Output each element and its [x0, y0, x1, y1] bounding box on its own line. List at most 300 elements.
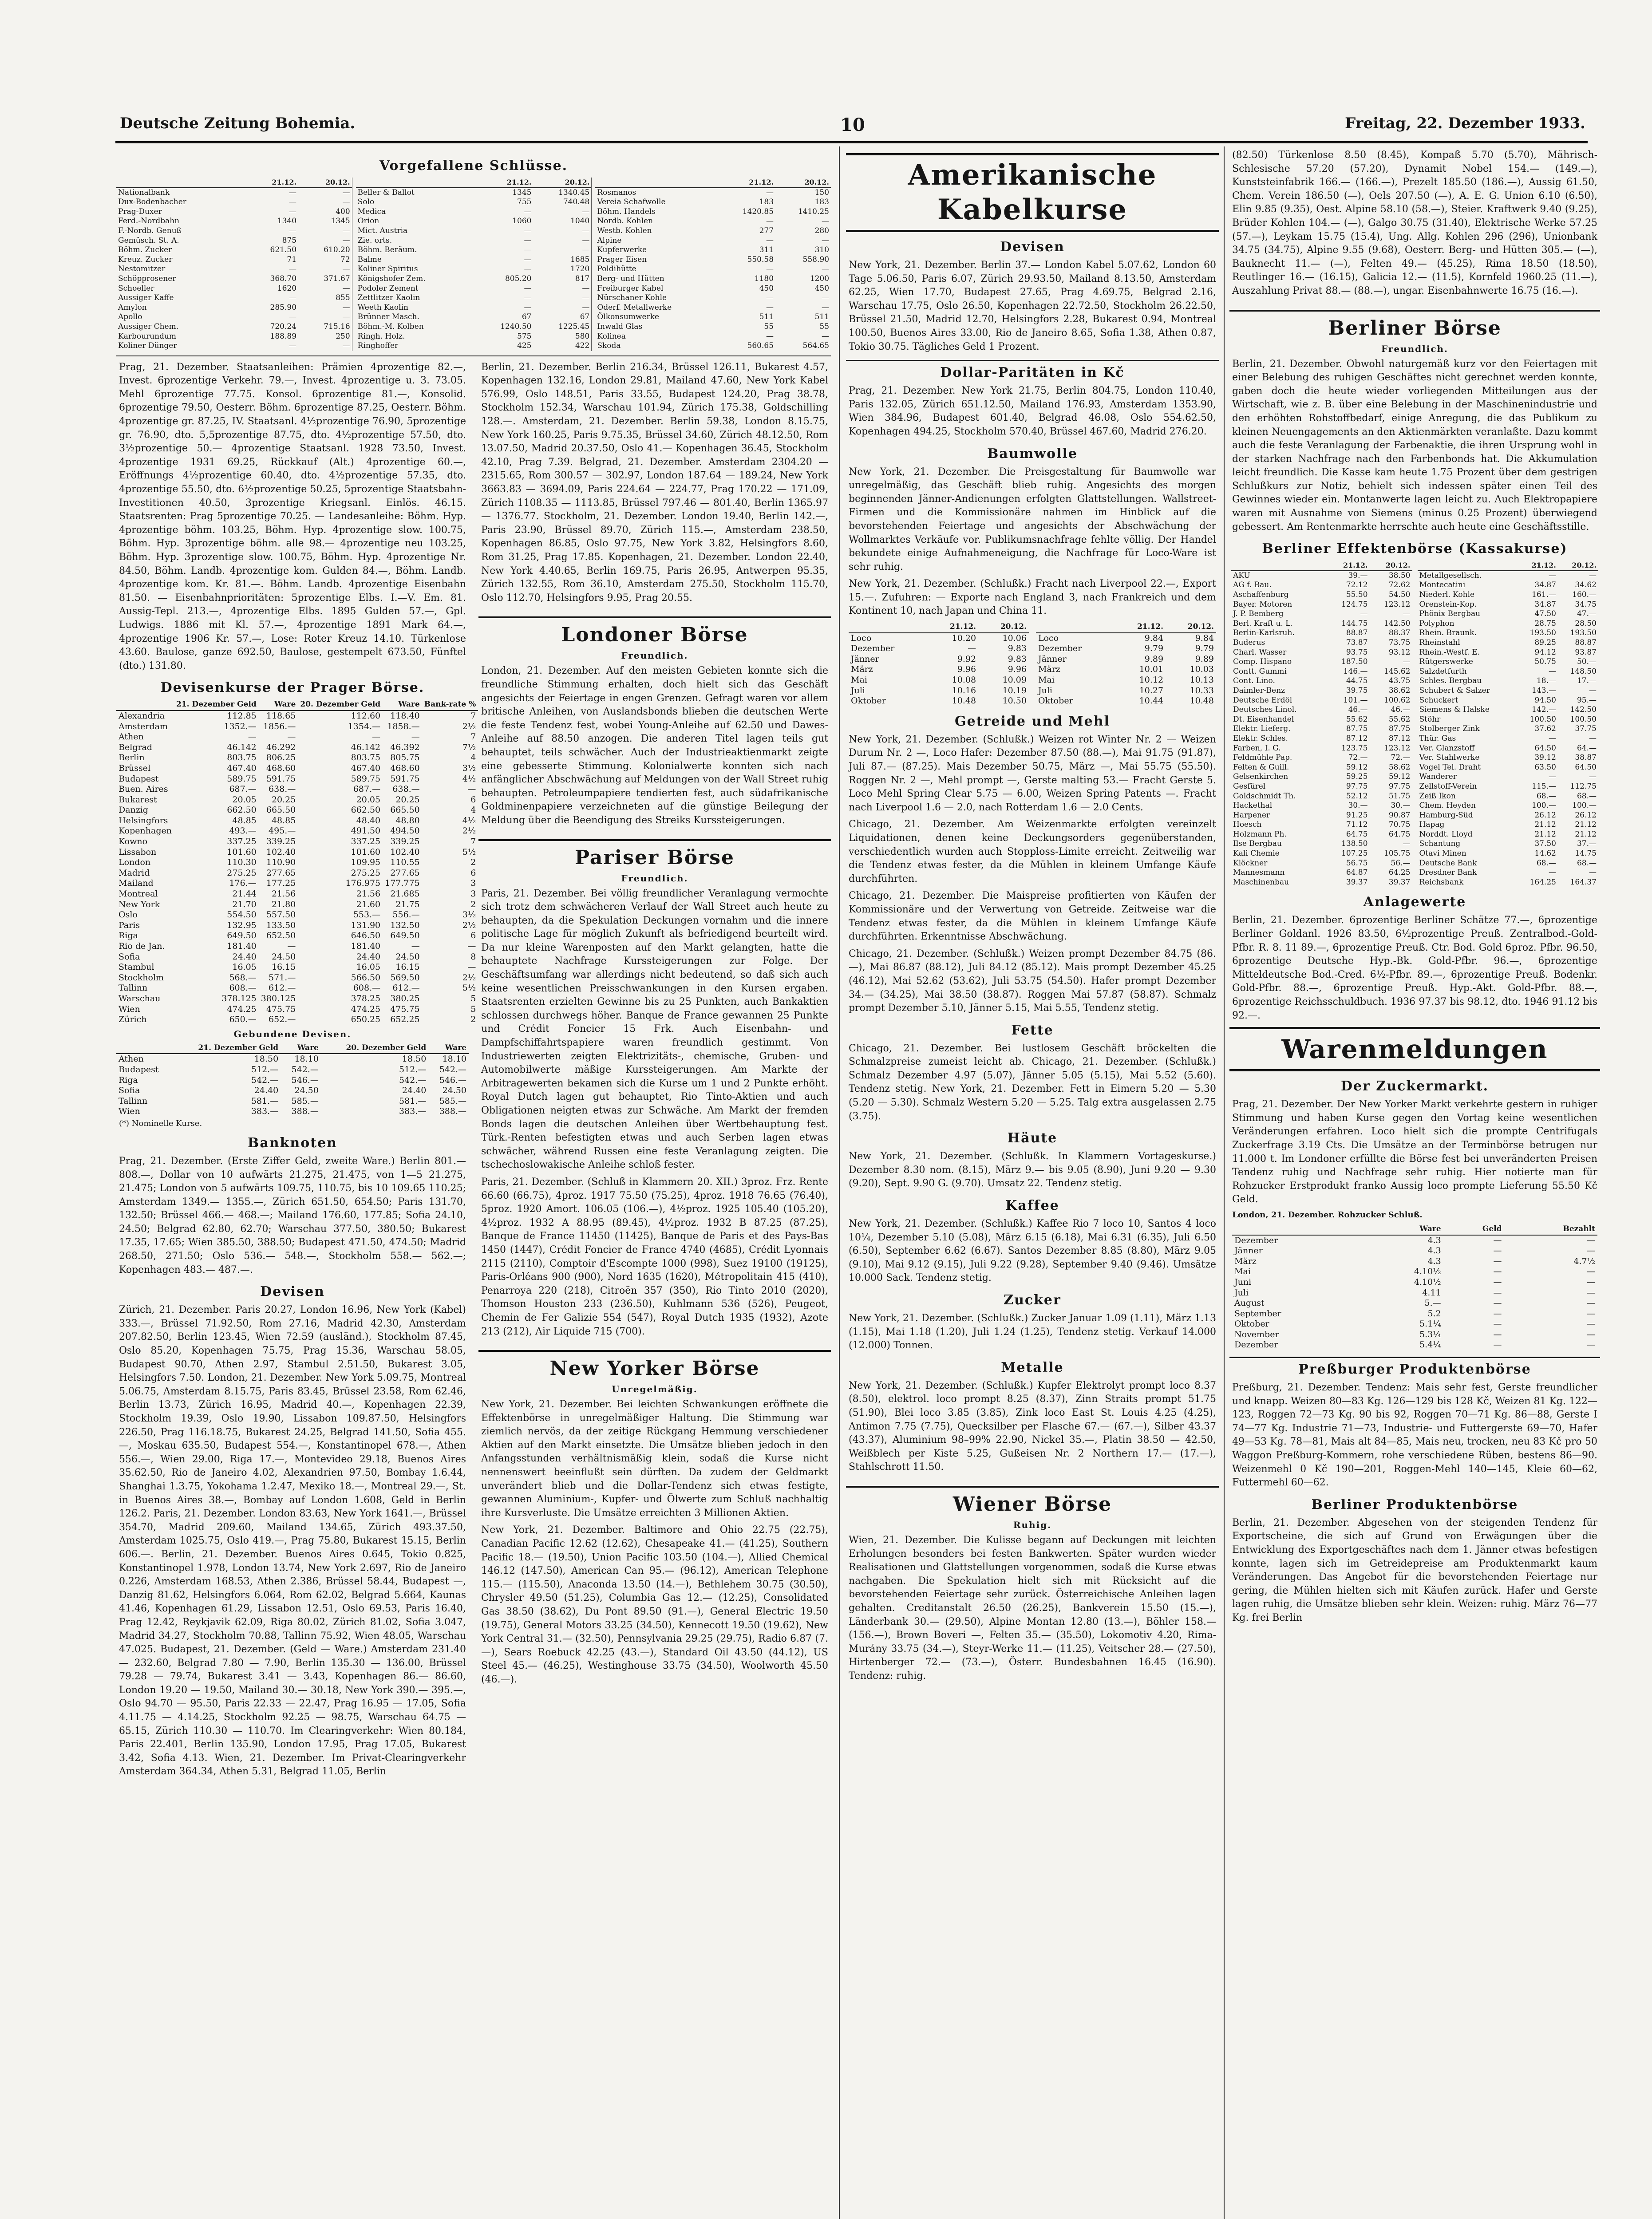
row-value: 123.12: [1384, 743, 1411, 753]
row-value: 161.—: [1532, 590, 1556, 600]
column-header: [849, 622, 928, 633]
row-value: 571.—: [269, 972, 296, 983]
row-value: —: [287, 732, 296, 742]
row-value: 383.—: [399, 1106, 427, 1117]
row-label: Balme: [357, 255, 382, 264]
row-value: 142.50: [1384, 619, 1411, 628]
section-heading-boerse: Vorgefallene Schlüsse.: [379, 158, 568, 174]
cotton-report: New York, 21. Dezember. Die Preisgestaltung für Baumwolle war unregelmäßig, das Geschäft blieb ruhig. Angesichts des morgen beginnenden Jänner-Andienungen erfolgten Glattstellungen. Wallstreet-Firmen und die Kommissionäre nahmen im Hinblick auf die bevorstehenden Feiertage und angesichts der Abschwächung der Wollmarktes Verkäufe vor. Publikumsnachfrage fehlte völlig. Der Handel bekundete einige Aufnahmeneigung, die Nachfrage für Loco-Ware ist sehr ruhig.: [849, 466, 1216, 573]
row-value: 118.40: [390, 711, 420, 721]
grain-report-newyork: New York, 21. Dezember. (Schlußk.) Weizen rot Winter Nr. 2 — Weizen Durum Nr. 2 —, Loco Hafer: Dezember 87.50 (88.—), Mai 91.75 (91.87), Juli 87.— (87.25). Mais Dezember 50.75, März —, Mai 55.75 (55.50). Roggen Nr. 2 —, Mehl prompt —, Gerste malting 53.— Fracht Gerste 5. Loco Mehl Spring Clear 5.75 — 6.00, Weizen Spring Patents —. Fracht nach Liverpool 1.6 — 2.0, nach Rotterdam 1.6 — 2.0 Cents.: [849, 734, 1216, 813]
row-value: 2: [470, 899, 476, 909]
table-row: [116, 341, 352, 351]
row-value: —: [1493, 1256, 1502, 1266]
row-value: —: [524, 245, 532, 255]
row-value: 71: [287, 255, 297, 264]
table-row: [116, 868, 478, 879]
table-row: [1418, 609, 1599, 619]
table-row: [595, 226, 831, 236]
section-heading-paris: Pariser Börse: [478, 839, 831, 870]
metals-heading: Metalle: [1001, 1359, 1064, 1375]
row-label: Mai: [1038, 675, 1055, 685]
column-header: Bank-rate %: [422, 699, 478, 711]
row-value: —: [1549, 772, 1556, 782]
table-row: [356, 312, 592, 322]
row-value: —: [289, 197, 297, 207]
row-value: 491.50: [351, 826, 381, 836]
row-value: —: [342, 226, 350, 235]
row-value: 148.50: [1570, 667, 1597, 676]
row-label: Cont. Lino.: [1233, 676, 1275, 686]
row-label: März: [1038, 664, 1060, 675]
row-value: 16.05: [356, 962, 381, 972]
anlagewerte-heading: Anlagewerte: [1363, 894, 1466, 910]
row-value: 1856.—: [263, 721, 296, 731]
table-row: [116, 920, 478, 931]
table-row: [1231, 619, 1412, 629]
row-value: —: [524, 236, 532, 245]
row-label: AKU: [1233, 571, 1250, 580]
row-value: 10.48: [952, 696, 976, 706]
section-heading-warenmeldungen: Warenmeldungen: [1229, 1027, 1600, 1071]
row-label: AG f. Bau.: [1233, 580, 1272, 590]
row-value: 575: [517, 332, 532, 341]
row-value: 21.60: [356, 899, 381, 909]
row-value: 21.80: [271, 899, 296, 909]
column-right: [1229, 149, 1600, 2219]
table-row: [116, 805, 478, 816]
row-label: Kolinea: [597, 332, 626, 341]
row-value: 46.—: [1348, 705, 1368, 715]
table-row: [356, 322, 592, 332]
row-label: Stöhr: [1419, 715, 1441, 724]
row-value: 177.775: [385, 878, 420, 888]
row-value: 855: [336, 293, 350, 303]
table-row: [116, 217, 352, 226]
row-label: Kopenhagen: [119, 826, 172, 836]
table-row: [595, 284, 831, 294]
row-label: Deutsches Linol.: [1233, 705, 1297, 715]
row-value: 34.75: [1575, 600, 1597, 609]
table-row: [1231, 753, 1412, 763]
column-header: 21. Dezember Geld: [174, 699, 259, 711]
table-row: [1231, 686, 1412, 696]
row-value: —: [1589, 571, 1597, 580]
table-row: [356, 293, 592, 303]
table-row: [116, 1065, 469, 1075]
column-header: Ware: [1363, 1224, 1443, 1235]
row-value: 474.25: [351, 1004, 381, 1014]
row-value: 90.87: [1388, 810, 1411, 820]
table-row: [1418, 657, 1599, 667]
berlin-tendency: Freundlich.: [1381, 343, 1449, 354]
row-value: —: [467, 941, 476, 951]
row-label: Zie. orts.: [357, 236, 392, 245]
cotton-heading: Baumwolle: [987, 446, 1078, 462]
column-header: 21.12.: [1518, 561, 1558, 571]
row-value: 105.75: [1384, 849, 1411, 858]
row-value: 652.50: [266, 931, 296, 941]
table-row: [1036, 664, 1216, 675]
table-row: [1232, 1340, 1597, 1350]
row-value: —: [411, 732, 420, 742]
row-value: 143.—: [1532, 686, 1556, 695]
coffee-report: New York, 21. Dezember. (Schlußk.) Kaffee Rio 7 loco 10, Santos 4 loco 10¼, Dezember 5.10 (5.08), März 6.15 (6.18), Mai 6.31 (6.35), Juli 6.50 (6.50), September 6.62 (6.67). Santos Dezember 8.85 (8.80), März 9.05 (9.10), Mai 9.12 (9.15), Juli 9.22 (9.28), September 9.40 (9.46). Umsätze 10.000 Sack. Tendenz stetig.: [849, 1218, 1216, 1284]
row-value: 100.62: [1384, 695, 1411, 705]
grain-heading: Getreide und Mehl: [955, 713, 1110, 729]
table-row: [1418, 686, 1599, 696]
row-value: 37.—: [1577, 839, 1597, 849]
row-value: 160.—: [1572, 590, 1597, 600]
row-value: —: [822, 236, 830, 245]
row-value: 68.—: [1536, 791, 1556, 801]
row-value: 9.83: [1008, 654, 1027, 664]
table-row: [1231, 820, 1412, 830]
row-value: 118.65: [266, 711, 296, 721]
row-value: 46.142: [351, 742, 381, 752]
fats-heading: Fette: [1011, 1022, 1054, 1038]
row-label: Paris: [119, 920, 140, 930]
table-row: [1418, 859, 1599, 869]
row-label: November: [1234, 1329, 1279, 1339]
row-label: Beller & Ballot: [357, 188, 415, 197]
row-value: 34.62: [1575, 580, 1597, 590]
table-row: [595, 312, 831, 322]
anlagewerte-report: Berlin, 21. Dezember. 6prozentige Berliner Schätze 77.—, 6prozentige Berliner Goldanl. 1926 83.50, 6½prozentige Preuß. Zentralbod.-Gold-Pfbr. R. 8. 11 89.—, 6prozentige Preuß. Ctr. Bod. Gold 6proz. Pfbr. 96.50, 6prozentige Deutsche Hyp.-Bk. Gold-Pfbr. 96.—, 6prozentige Mitteldeutsche Bod.-Cred. 6½-Pfbr. 89.—, 6prozentige Preuß. Bodenkr. Gold-Pfbr. 88.—, 6prozentige Preuß. Hyp.-Akt. Gold-Pfbr. 88.—, 6prozentige Reichsschuldbuch. 1936 97.37 bis 98.12, dto. 1946 91.12 bis 92.—.: [1232, 915, 1597, 1021]
row-label: Maschinenbau: [1233, 877, 1289, 887]
column-header: Ware: [383, 699, 422, 711]
row-value: —: [372, 732, 381, 742]
row-value: 388.—: [291, 1106, 319, 1117]
row-value: 67: [580, 312, 590, 322]
section-heading-wien: Wiener Börse: [846, 1486, 1219, 1517]
row-label: Rheinstahl: [1419, 638, 1460, 647]
row-value: 64.50: [1534, 743, 1556, 753]
row-label: Alexandria: [119, 711, 165, 721]
row-value: 805.20: [505, 274, 532, 283]
row-value: 28.50: [1575, 619, 1597, 628]
row-value: 9.79: [1144, 644, 1164, 654]
row-value: —: [766, 303, 774, 312]
row-value: 550.58: [747, 255, 774, 264]
row-label: Elektr. Schles.: [1233, 734, 1288, 743]
row-value: 26.12: [1575, 810, 1597, 820]
row-value: —: [1493, 1267, 1502, 1277]
row-value: 9.84: [1195, 633, 1214, 643]
row-value: —: [1493, 1308, 1502, 1319]
row-value: —: [1587, 1329, 1595, 1339]
row-value: 1685: [570, 255, 590, 264]
row-value: 24.50: [271, 952, 296, 962]
row-value: —: [822, 332, 830, 341]
row-value: 450: [759, 284, 774, 293]
row-value: 94.12: [1534, 648, 1556, 657]
row-value: 59.12: [1388, 772, 1411, 782]
row-value: 875: [282, 236, 297, 245]
row-label: Gemüsch. St. A.: [118, 236, 179, 245]
row-value: 46.—: [1391, 705, 1411, 715]
row-label: Sofia: [119, 1086, 140, 1096]
row-label: Wien: [119, 1106, 140, 1117]
table-row: [1231, 849, 1412, 859]
table-row: [1231, 878, 1412, 888]
row-value: 47.50: [1534, 609, 1556, 619]
row-value: 339.25: [266, 837, 296, 847]
row-value: 277.65: [266, 868, 296, 878]
nominal-note: (*) Nominelle Kurse.: [119, 1118, 202, 1128]
row-label: Böhm. Zucker: [118, 245, 172, 255]
row-value: 21.56: [271, 889, 296, 899]
row-value: 610.20: [324, 245, 350, 255]
row-value: 9.84: [1144, 633, 1164, 643]
table-row: [1231, 859, 1412, 869]
row-value: —: [1587, 1319, 1595, 1329]
row-label: Juli: [1234, 1287, 1249, 1298]
row-label: Feldmühle Pap.: [1233, 753, 1292, 762]
row-value: 10.33: [1190, 685, 1214, 695]
row-label: Stambul: [119, 962, 154, 972]
row-value: —: [524, 284, 532, 293]
row-value: 4.3: [1427, 1256, 1441, 1266]
row-label: Schuckert: [1419, 695, 1458, 705]
row-value: 650.—: [229, 1015, 257, 1025]
column-header: 20.12.: [978, 622, 1029, 633]
row-value: 494.50: [390, 826, 420, 836]
row-value: 72.12: [1346, 580, 1368, 590]
row-value: —: [1403, 657, 1411, 667]
row-value: 1354.—: [348, 721, 381, 731]
table-row: [116, 889, 478, 900]
row-label: Oktober: [1234, 1319, 1269, 1329]
row-label: Hoesch: [1233, 820, 1262, 829]
banknoten-report: Prag, 21. Dezember. (Erste Ziffer Geld, zweite Ware.) Berlin 801.— 808.—, Dollar von 10 aufwärts 21.275, 21.475, von 1—5 21.275, 21.475; London von 5 aufwärts 109.75, 110.75, bis 10 109.65 110.25; Amsterdam 1349.— 1355.—, Zürich 651.50, 654.50; Paris 131.70, 132.50; Brüssel 466.— 468.—; Mailand 176.60, 177.85; Sofia 24.10, 24.50; Belgrad 62.80, 62.70; Warschau 377.50, 380.50; Bukarest 17.35, 17.65; Wien 385.50, 388.50; Budapest 471.50, 474.50; Madrid 268.50, 271.50; Oslo 536.— 548.—, Stockholm 558.— 562.—; Kopenhagen 483.— 487.—.: [119, 1155, 466, 1275]
row-value: 591.75: [266, 774, 296, 784]
row-value: 55.50: [1346, 590, 1368, 600]
row-value: 20.25: [271, 794, 296, 805]
row-value: 542.—: [399, 1075, 427, 1085]
row-value: 1040: [570, 217, 590, 226]
row-value: 10.08: [952, 675, 976, 685]
row-label: Hackethal: [1233, 801, 1273, 810]
table-row: [1036, 633, 1216, 644]
row-label: Berlin: [119, 753, 145, 763]
table-row: [1418, 724, 1599, 734]
column-middle: [846, 149, 1219, 2219]
row-value: 55.62: [1388, 715, 1411, 724]
column-header: [116, 1043, 173, 1054]
row-value: 133.50: [266, 920, 296, 930]
table-row: [1231, 763, 1412, 773]
table-row: [595, 265, 831, 274]
row-value: 8: [470, 952, 476, 962]
row-value: 542.—: [251, 1075, 279, 1085]
row-label: Koliner Spiritus: [357, 265, 418, 274]
table-row: [1418, 638, 1599, 648]
table-row: [116, 795, 478, 805]
row-label: Rosmanos: [597, 188, 636, 197]
row-value: 250: [336, 332, 350, 341]
row-label: Niederl. Kohle: [1419, 590, 1475, 600]
row-value: 110.55: [390, 857, 420, 868]
hides-heading: Häute: [1007, 1130, 1058, 1146]
table-row: [849, 654, 1029, 665]
row-value: —: [1587, 1235, 1595, 1245]
london-report: London, 21. Dezember. Auf den meisten Gebieten konnte sich die freundliche Stimmung erhalten, doch hielt sich das Geschäft angesichts der Feiertage in engen Grenzen. Gefragt waren vor allem britische Anleihen, von Auslandsbonds blieben die deutschen Werte die feste Tendenz fest, wobei Young-Anleihe auf 62.50 und Dawes-Anleihe auf 88.50 anzogen. Die anderen Titel lagen teils gut behauptet, teils schwächer. Auch der Industrieaktienmarkt zeigte eine gebesserte Stimmung. Kolonialwerte konnten sich nach anfänglicher Abschwächung auf Meldungen von der Wall Street ruhig behaupten. Petroleumpapiere tendierten fest, auch südafrikanische Goldminenpapiere verzeichneten auf die günstige Beilegung der Meldung über die Beendigung des Streiks Kurssteigerungen.: [481, 665, 828, 826]
row-value: 277.65: [390, 868, 420, 878]
row-label: Helsingfors: [119, 815, 168, 825]
table-row: [1231, 839, 1412, 849]
row-value: 34.87: [1534, 580, 1556, 590]
row-value: 665.50: [266, 805, 296, 815]
grain-report-chicago: Chicago, 21. Dezember. Am Weizenmarkte erfolgten vereinzelt Liquidationen, denen keine Deckungsorders gegenüberstanden, verschiedentlich wurden auch Stopploss-Limite erreicht. Zeitweilig war die Tendenz etwas fester, da die Mühlen in kleinem Umfange Käufe durchführten.: [849, 819, 1216, 884]
row-value: 43.75: [1388, 676, 1411, 686]
row-value: 47.—: [1577, 609, 1597, 619]
row-label: Aussiger Kaffe: [118, 293, 174, 303]
table-row: [116, 722, 478, 732]
row-value: —: [1493, 1277, 1502, 1287]
row-value: 21.75: [395, 899, 420, 909]
table-row: [116, 303, 352, 313]
row-value: 181.40: [227, 941, 257, 951]
table-row: [595, 255, 831, 265]
column-header: [1232, 1224, 1363, 1235]
table-row: [1418, 571, 1599, 581]
row-value: 52.12: [1346, 791, 1368, 801]
paris-tendency: Freundlich.: [621, 873, 688, 884]
column-header: 20. Dezember Geld: [321, 1043, 428, 1054]
table-row: [116, 1004, 478, 1015]
column-header: 20. Dezember Geld: [298, 699, 383, 711]
row-value: 1420.85: [742, 207, 774, 216]
row-label: Comp. Hispano: [1233, 657, 1292, 667]
table-row: [116, 711, 478, 722]
row-value: 546.—: [439, 1075, 466, 1085]
row-value: —: [582, 236, 590, 245]
newyork-tendency: Unregelmäßig.: [612, 1384, 698, 1395]
row-value: 425: [517, 341, 532, 351]
row-value: 48.85: [232, 815, 257, 825]
row-value: 817: [575, 274, 590, 283]
row-label: Juli: [851, 685, 866, 695]
row-value: 9.89: [1195, 654, 1214, 664]
table-row: [356, 207, 592, 217]
row-value: 64.87: [1346, 868, 1368, 877]
row-label: Brüssel: [119, 763, 151, 773]
row-label: Prag-Duxer: [118, 207, 162, 216]
row-value: 46.142: [227, 742, 257, 752]
row-value: 5.4¼: [1419, 1340, 1441, 1350]
row-label: Montreal: [119, 889, 158, 899]
row-label: Lissabon: [119, 847, 157, 857]
row-value: —: [1589, 734, 1597, 743]
corn-report-chicago: Chicago, 21. Dezember. Die Maispreise profitierten von Käufen der Kommissionäre und der Verwertung von Getreide. Zeitweise war die Tendenz etwas fester, da die Mühlen in kleinem Umfange Käufe durchführten. Erkenntnisse Abschwächung.: [849, 890, 1216, 943]
row-value: —: [1549, 734, 1556, 743]
row-value: 144.75: [1341, 619, 1368, 628]
table-row: [1418, 782, 1599, 792]
column-header: Ware: [428, 1043, 469, 1054]
table-row: [1418, 753, 1599, 763]
table-row: [116, 332, 352, 342]
column-header: Ware: [281, 1043, 321, 1054]
row-value: 558.90: [802, 255, 830, 264]
row-label: Schoeller: [118, 284, 154, 293]
row-label: Polyphon: [1419, 619, 1454, 628]
row-label: Loco: [1038, 633, 1059, 643]
cotton-table-newyork: [849, 622, 1029, 707]
row-value: —: [289, 226, 297, 235]
row-label: Prager Eisen: [597, 255, 647, 264]
table-row: [1231, 715, 1412, 725]
row-value: 311: [759, 245, 774, 255]
row-value: —: [1587, 1298, 1595, 1308]
cotton-table-neworleans: [1036, 622, 1216, 707]
row-value: 715.16: [324, 322, 350, 331]
row-value: 10.20: [952, 633, 976, 643]
row-value: 2½: [462, 721, 476, 731]
table-row: [595, 207, 831, 217]
metals-report: New York, 21. Dezember. (Schlußk.) Kupfer Elektrolyt prompt loco 8.37 (8.50), elektrol. loco prompt 8.25 (8.37), Zinn Straits prompt 51.75 (51.90), Blei loco 3.85 (3.85), Zink loco East St. Louis 4.25 (4.25), Antimon 7.75 (7.75), Quecksilber per Flasche 67.— (67.—), Silber 43.37 (43.37), Aluminium 98–99% 22.90, Nickel 35.—, Platin 38.50 — 42.50, Weißblech per Kiste 5.25, Gußeisen Nr. 2 Northern 17.— (17.—), Stahlschrott 11.50.: [849, 1380, 1216, 1473]
row-value: 665.50: [390, 805, 420, 815]
row-value: 16.05: [232, 962, 257, 972]
table-row: [1232, 1267, 1597, 1277]
row-label: Dresdner Bank: [1419, 868, 1477, 877]
table-row: [1232, 1235, 1597, 1246]
row-value: 511: [814, 312, 830, 322]
row-label: Mai: [1234, 1267, 1251, 1277]
row-value: 131.90: [351, 920, 381, 930]
row-value: —: [342, 312, 350, 322]
coffee-heading: Kaffee: [1005, 1198, 1059, 1214]
row-value: 72.—: [1391, 753, 1411, 762]
row-value: 560.65: [747, 341, 774, 351]
column-header: 20.12.: [1558, 561, 1598, 571]
table-row: [356, 188, 592, 198]
effekten-heading: Berliner Effektenbörse (Kassakurse): [1262, 541, 1568, 557]
row-label: Jänner: [1234, 1246, 1263, 1256]
sugar-market-report: Prag, 21. Dezember. Der New Yorker Markt verkehrte gestern in ruhiger Stimmung und haben Kurse gegen den Vortag keine wesentlichen Veränderungen erfahren. Loco hielt sich die prompte Centrifugals Zuckerfrage 3.19 Cts. Die Umsätze an der Terminbörse betrugen nur 11.000 t. Im Londoner erfüllte die Börse fest bei unveränderten Preisen Tendenz ruhig und Nachfrage sehr ruhig. Hier notierte man für Rohzucker Erstprodukt franko Aussig loco prompte Lieferung 55.50 Kč Geld.: [1232, 1099, 1597, 1205]
newspaper-name: Deutsche Zeitung Bohemia.: [120, 115, 356, 132]
left-subcolumn: [116, 361, 476, 1782]
row-value: 4½: [462, 815, 476, 825]
table-row: [1418, 705, 1599, 715]
dollar-parities-report: Prag, 21. Dezember. New York 21.75, Berlin 804.75, London 110.40, Paris 132.05, Zürich 651.12.50, Mailand 176.93, Amsterdam 1353.90, Wien 384.96, Budapest 601.40, Belgrad 46.08, Oslo 554.62.50, Kopenhagen 494.25, Stockholm 570.40, Brüssel 467.60, Madrid 276.20.: [849, 385, 1216, 437]
column-header: 20.12.: [1370, 561, 1412, 571]
row-value: 9.92: [957, 654, 976, 664]
row-value: —: [1587, 1267, 1595, 1277]
row-value: 5: [470, 1004, 476, 1014]
table-row: [1232, 1256, 1597, 1267]
row-value: 280: [814, 226, 830, 235]
row-value: —: [1589, 868, 1597, 877]
table-row: [849, 686, 1029, 696]
row-value: —: [1493, 1235, 1502, 1245]
section-heading-devisen: Devisen: [260, 1284, 325, 1300]
cable-devisen-report: New York, 21. Dezember. Berlin 37.— London Kabel 5.07.62, London 60 Tage 5.06.50, Paris 6.07, Zürich 29.93.50, Mailand 8.13.50, Amsterdam 62.25, Wien 17.70, Budapest 27.65, Prag 4.69.75, Belgrad 2.16, Warschau 17.75, Oslo 26.50, Kopenhagen 22.72.50, Stockholm 26.22.50, Brüssel 21.50, Madrid 12.70, Helsingfors 2.28, Bukarest 0.94, Montreal 100.50, Buenos Aires 33.00, Rio de Janeiro 8.65, Sofia 1.38, Athen 0.87, Tokio 30.75. Tägliches Geld 1 Prozent.: [849, 260, 1216, 352]
row-value: 55: [764, 322, 774, 331]
row-label: Karbourundum: [118, 332, 177, 341]
row-value: —: [342, 303, 350, 312]
row-value: 512.—: [251, 1064, 279, 1074]
table-row: [116, 1054, 469, 1065]
row-value: 553.—: [353, 910, 381, 920]
table-row: [116, 1075, 469, 1086]
wien-tendency: Ruhig.: [1013, 1519, 1052, 1530]
row-label: Mailand: [119, 878, 154, 888]
table-row: [595, 188, 831, 198]
row-value: 24.40: [402, 1086, 427, 1096]
row-value: 4½: [462, 774, 476, 784]
row-value: 2: [470, 1015, 476, 1025]
